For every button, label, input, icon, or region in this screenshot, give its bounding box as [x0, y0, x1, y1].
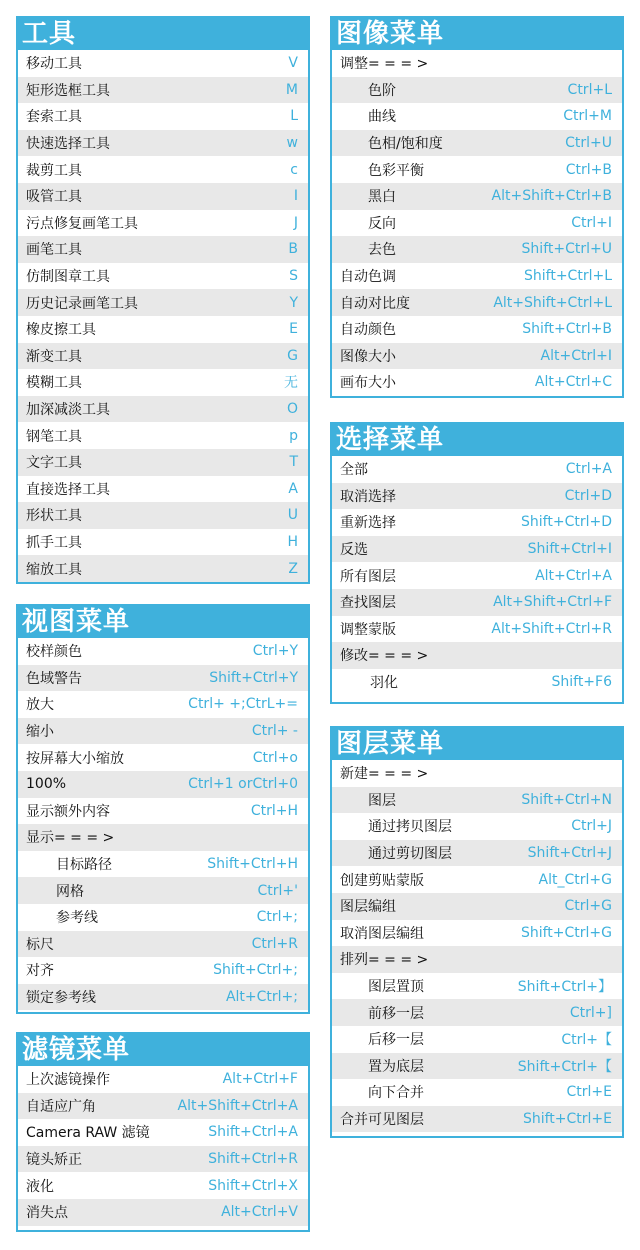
shortcut-key: Alt+Ctrl+C [534, 374, 612, 391]
shortcut-key: Shift+Ctrl+】 [517, 979, 612, 996]
select-menu-title: 选择菜单 [332, 424, 622, 456]
shortcut-row [18, 957, 308, 984]
shortcut-row [332, 973, 622, 1000]
shortcut-row [18, 638, 308, 665]
shortcut-row [332, 343, 622, 370]
shortcut-key: Ctrl+G [564, 898, 612, 915]
shortcut-key: Ctrl+B [565, 161, 612, 178]
shortcut-row [332, 866, 622, 893]
shortcut-key: Alt+Ctrl+; [225, 989, 298, 1006]
shortcut-key: A [288, 480, 298, 497]
command-name: 模糊工具 [26, 375, 82, 392]
command-name: 吸管工具 [26, 189, 82, 206]
shortcut-key: Alt+Ctrl+I [540, 347, 612, 364]
command-name: 置为底层 [368, 1058, 424, 1075]
command-name: 放大 [26, 697, 54, 714]
shortcut-row [332, 50, 622, 77]
shortcut-row [18, 77, 308, 104]
shortcut-row [18, 396, 308, 423]
command-name: 前移一层 [368, 1005, 424, 1022]
shortcut-key: Ctrl+E [566, 1084, 612, 1101]
shortcut-row [18, 130, 308, 157]
layer-menu-list [332, 760, 622, 1132]
shortcut-key: Shift+Ctrl+Y [209, 669, 298, 686]
shortcut-key: Alt_Ctrl+G [538, 871, 612, 888]
shortcut-key: Ctrl+D [564, 487, 612, 504]
shortcut-row [332, 787, 622, 814]
shortcut-key: Ctrl+【 [561, 1032, 612, 1049]
select-menu-list [332, 456, 622, 695]
shortcut-row [332, 263, 622, 290]
command-name: 调整蒙版 [340, 621, 396, 638]
shortcut-row [332, 589, 622, 616]
shortcut-row [18, 289, 308, 316]
shortcut-row [332, 946, 622, 973]
shortcut-key: Ctrl+M [563, 108, 612, 125]
shortcut-row [332, 316, 622, 343]
shortcut-key: Alt+Ctrl+F [222, 1071, 298, 1088]
shortcut-key: H [287, 533, 298, 550]
command-name: 污点修复画笔工具 [26, 215, 138, 232]
tools-list [18, 50, 308, 582]
shortcut-row [332, 210, 622, 237]
command-name: 色阶 [368, 82, 396, 99]
shortcut-key: Ctrl+H [250, 802, 298, 819]
shortcut-row [332, 1026, 622, 1053]
command-name: 后移一层 [368, 1032, 424, 1049]
command-name: 反向 [368, 215, 396, 232]
shortcut-row [18, 422, 308, 449]
shortcut-key: c [290, 161, 298, 178]
command-name: 通过拷贝图层 [368, 819, 452, 836]
command-name: 移动工具 [26, 56, 82, 73]
shortcut-row [18, 449, 308, 476]
command-name: 缩放工具 [26, 561, 82, 578]
command-name: 修改= = = > [340, 648, 429, 665]
command-name: 图层置顶 [368, 979, 424, 996]
shortcut-key: Shift+Ctrl+H [207, 856, 298, 873]
command-name: 参考线 [56, 910, 98, 927]
shortcut-row [18, 210, 308, 237]
shortcut-key: Ctrl+A [565, 461, 612, 478]
shortcut-row [332, 130, 622, 157]
shortcut-key: Alt+Ctrl+A [535, 567, 612, 584]
shortcut-row [18, 1119, 308, 1146]
command-name: 自动颜色 [340, 322, 396, 339]
view-menu-panel [16, 604, 310, 1014]
shortcut-key: Shift+Ctrl+I [527, 541, 612, 558]
shortcut-key: U [287, 507, 298, 524]
shortcut-key: Alt+Shift+Ctrl+R [491, 620, 612, 637]
select-menu-panel [330, 422, 624, 704]
filter-menu-title: 滤镜菜单 [18, 1034, 308, 1066]
shortcut-row [18, 1093, 308, 1120]
shortcut-row [18, 931, 308, 958]
shortcut-key: Shift+F6 [551, 674, 612, 691]
shortcut-key: Ctrl+J [571, 818, 612, 835]
command-name: 去色 [368, 242, 396, 259]
command-name: 取消选择 [340, 488, 396, 505]
shortcut-key: 无 [284, 375, 298, 392]
command-name: 矩形选框工具 [26, 82, 110, 99]
command-name: 重新选择 [340, 515, 396, 532]
shortcut-key: Ctrl+o [252, 749, 298, 766]
shortcut-row [332, 236, 622, 263]
command-name: 显示= = = > [26, 830, 115, 847]
image-menu-panel [330, 16, 624, 398]
command-name: 渐变工具 [26, 348, 82, 365]
command-name: 对齐 [26, 963, 54, 980]
shortcut-key: Shift+Ctrl+B [522, 321, 612, 338]
shortcut-row [18, 476, 308, 503]
shortcut-row [18, 1066, 308, 1093]
shortcut-key: Ctrl+1 orCtrl+0 [188, 776, 298, 793]
view-menu-title: 视图菜单 [18, 606, 308, 638]
shortcut-key: Shift+Ctrl+G [520, 924, 612, 941]
shortcut-row [18, 343, 308, 370]
command-name: 查找图层 [340, 595, 396, 612]
command-name: 画布大小 [340, 375, 396, 392]
command-name: 自动色调 [340, 269, 396, 286]
shortcut-row [18, 877, 308, 904]
shortcut-key: Z [288, 560, 298, 577]
layer-menu-panel [330, 726, 624, 1138]
shortcut-row [18, 529, 308, 556]
command-name: 创建剪贴蒙版 [340, 872, 424, 889]
shortcut-key: Y [289, 294, 298, 311]
shortcut-key: Alt+Shift+Ctrl+A [177, 1097, 298, 1114]
shortcut-row [332, 483, 622, 510]
shortcut-key: Shift+Ctrl+U [521, 241, 612, 258]
shortcut-key: Shift+Ctrl+R [208, 1151, 298, 1168]
shortcut-key: Shift+Ctrl+A [208, 1124, 298, 1141]
shortcut-row [18, 851, 308, 878]
shortcut-row [332, 103, 622, 130]
command-name: 自动对比度 [340, 295, 410, 312]
shortcut-row [332, 369, 622, 396]
shortcut-key: Ctrl+I [571, 214, 612, 231]
filter-menu-list [18, 1066, 308, 1226]
shortcut-key: Ctrl+ +;CtrL+= [188, 696, 298, 713]
shortcut-key: Alt+Shift+Ctrl+L [493, 294, 612, 311]
command-name: 按屏幕大小缩放 [26, 750, 124, 767]
command-name: 显示额外内容 [26, 803, 110, 820]
shortcut-key: B [288, 241, 298, 258]
command-name: 标尺 [26, 936, 54, 953]
shortcut-key: E [289, 321, 298, 338]
shortcut-key: Ctrl+R [251, 935, 298, 952]
shortcut-key: Ctrl+] [569, 1004, 612, 1021]
command-name: 橡皮擦工具 [26, 322, 96, 339]
command-name: 液化 [26, 1178, 54, 1195]
shortcut-key: p [289, 427, 298, 444]
shortcut-row [332, 156, 622, 183]
command-name: 自适应广角 [26, 1098, 96, 1115]
command-name: 取消图层编组 [340, 925, 424, 942]
command-name: 加深减淡工具 [26, 402, 110, 419]
command-name: 调整= = = > [340, 56, 429, 73]
tools-panel [16, 16, 310, 584]
command-name: 裁剪工具 [26, 162, 82, 179]
shortcut-row [18, 1172, 308, 1199]
shortcut-row [332, 999, 622, 1026]
command-name: 直接选择工具 [26, 481, 110, 498]
shortcut-row [332, 1053, 622, 1080]
shortcut-key: Ctrl+U [565, 135, 612, 152]
shortcut-key: T [289, 454, 298, 471]
shortcut-row [332, 456, 622, 483]
command-name: 色彩平衡 [368, 162, 424, 179]
shortcut-row [332, 642, 622, 669]
shortcut-row [18, 236, 308, 263]
command-name: 色相/饱和度 [368, 136, 443, 153]
command-name: 网格 [56, 883, 84, 900]
shortcut-key: M [285, 81, 298, 98]
command-name: 目标路径 [56, 857, 112, 874]
command-name: 黑白 [368, 189, 396, 206]
command-name: 色域警告 [26, 670, 82, 687]
layer-menu-title: 图层菜单 [332, 728, 622, 760]
shortcut-row [332, 509, 622, 536]
command-name: 图层 [368, 792, 396, 809]
command-name: 100% [26, 776, 67, 793]
shortcut-row [18, 984, 308, 1011]
command-name: 缩小 [26, 724, 54, 741]
command-name: 反选 [340, 542, 368, 559]
shortcut-row [332, 562, 622, 589]
shortcut-key: Shift+Ctrl+; [213, 962, 298, 979]
shortcut-key: Ctrl+ - [251, 723, 298, 740]
shortcut-row [18, 744, 308, 771]
shortcut-key: S [289, 268, 298, 285]
shortcut-key: Alt+Shift+Ctrl+B [491, 188, 612, 205]
shortcut-key: w [286, 135, 298, 152]
shortcut-row [18, 691, 308, 718]
shortcut-row [332, 536, 622, 563]
shortcut-row [332, 289, 622, 316]
command-name: 合并可见图层 [340, 1112, 424, 1129]
command-name: 全部 [340, 462, 368, 479]
shortcut-key: Ctrl+Y [252, 643, 298, 660]
command-name: 快速选择工具 [26, 136, 110, 153]
shortcut-row [332, 1106, 622, 1133]
command-name: 文字工具 [26, 455, 82, 472]
shortcut-row [18, 798, 308, 825]
shortcut-key: Shift+Ctrl+J [527, 845, 612, 862]
shortcut-key: O [286, 401, 298, 418]
shortcut-key: V [288, 55, 298, 72]
view-menu-list [18, 638, 308, 1010]
shortcut-row [18, 904, 308, 931]
shortcut-key: L [290, 108, 298, 125]
shortcut-row [18, 502, 308, 529]
shortcut-key: J [293, 214, 298, 231]
shortcut-key: Ctrl+' [257, 882, 298, 899]
shortcut-key: Shift+Ctrl+D [521, 514, 612, 531]
shortcut-row [18, 1199, 308, 1226]
command-name: 消失点 [26, 1205, 68, 1222]
command-name: 曲线 [368, 109, 396, 126]
shortcut-row [18, 824, 308, 851]
shortcut-row [332, 77, 622, 104]
shortcut-key: Ctrl+L [567, 81, 612, 98]
image-menu-title: 图像菜单 [332, 18, 622, 50]
command-name: 套索工具 [26, 109, 82, 126]
filter-menu-panel [16, 1032, 310, 1232]
shortcut-row [332, 840, 622, 867]
shortcut-key: Shift+Ctrl+E [522, 1111, 612, 1128]
shortcut-key: Shift+Ctrl+N [521, 791, 612, 808]
shortcut-key: Alt+Shift+Ctrl+F [493, 594, 612, 611]
shortcut-row [332, 760, 622, 787]
shortcut-row [332, 183, 622, 210]
shortcut-row [18, 263, 308, 290]
shortcut-row [18, 50, 308, 77]
command-name: 形状工具 [26, 508, 82, 525]
image-menu-list [332, 50, 622, 396]
command-name: 钢笔工具 [26, 428, 82, 445]
command-name: 新建= = = > [340, 766, 429, 783]
shortcut-row [332, 1079, 622, 1106]
shortcut-row [18, 665, 308, 692]
tools-title: 工具 [18, 18, 308, 50]
shortcut-row [18, 1146, 308, 1173]
shortcut-row [18, 555, 308, 582]
command-name: 羽化 [370, 675, 398, 692]
shortcut-row [18, 316, 308, 343]
shortcut-row [18, 183, 308, 210]
command-name: 镜头矫正 [26, 1152, 82, 1169]
command-name: 图像大小 [340, 348, 396, 365]
command-name: 向下合并 [368, 1085, 424, 1102]
shortcut-key: Shift+Ctrl+【 [517, 1058, 612, 1075]
command-name: 抓手工具 [26, 534, 82, 551]
shortcut-row [18, 771, 308, 798]
command-name: 校样颜色 [26, 644, 82, 661]
command-name: 排列= = = > [340, 952, 429, 969]
command-name: 锁定参考线 [26, 990, 96, 1007]
shortcut-row [332, 813, 622, 840]
shortcut-key: I [293, 188, 298, 205]
command-name: 仿制图章工具 [26, 269, 110, 286]
command-name: 图层编组 [340, 899, 396, 916]
shortcut-key: Shift+Ctrl+X [208, 1177, 298, 1194]
shortcut-row [332, 893, 622, 920]
shortcut-row [332, 669, 622, 696]
shortcut-row [18, 156, 308, 183]
command-name: 画笔工具 [26, 242, 82, 259]
command-name: 所有图层 [340, 568, 396, 585]
shortcut-key: G [287, 347, 298, 364]
command-name: 通过剪切图层 [368, 846, 452, 863]
shortcut-key: Ctrl+; [256, 909, 298, 926]
command-name: Camera RAW 滤镜 [26, 1125, 150, 1142]
shortcut-row [332, 616, 622, 643]
shortcut-row [18, 103, 308, 130]
command-name: 上次滤镜操作 [26, 1072, 110, 1089]
shortcut-row [18, 718, 308, 745]
command-name: 历史记录画笔工具 [26, 295, 138, 312]
shortcut-row [332, 920, 622, 947]
shortcut-key: Alt+Ctrl+V [221, 1204, 298, 1221]
shortcut-row [18, 369, 308, 396]
shortcut-key: Shift+Ctrl+L [524, 268, 612, 285]
